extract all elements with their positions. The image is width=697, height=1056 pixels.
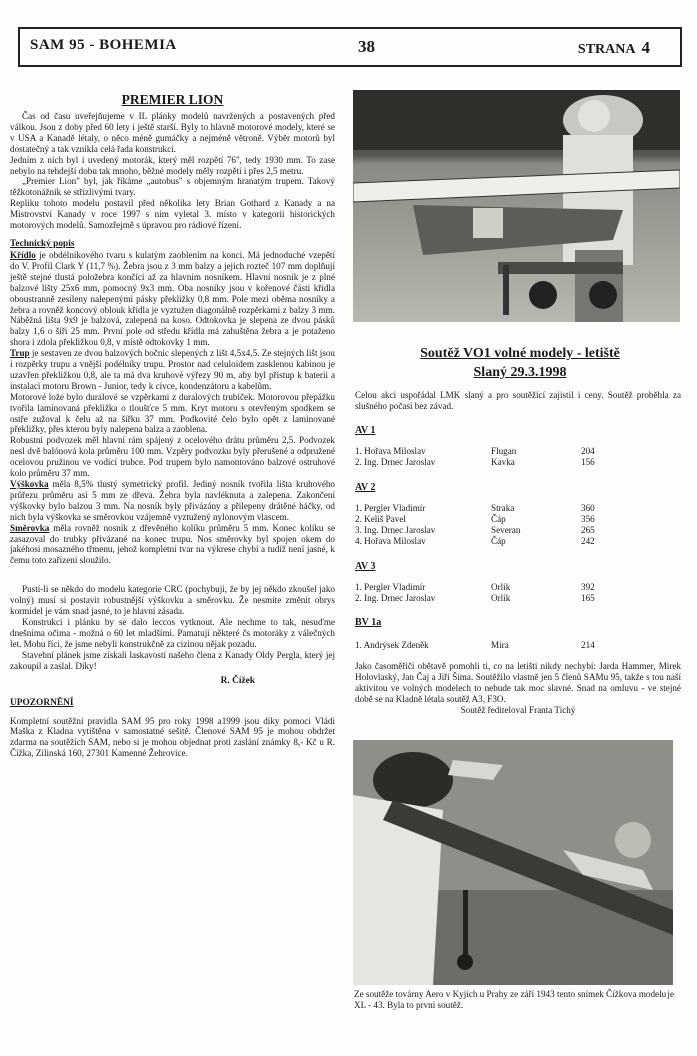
tech-paragraph-rudder bbox=[10, 523, 335, 567]
results-table-av3 bbox=[355, 582, 621, 604]
tech-paragraph-undercarriage: Robustní podvozek měl hlavní rám spájený z ocelového drátu průměru 2,5. Podvozek nesl dvě balónová kola průměru 100 mm. Vzpěry podvozku byly přerušené a odpružené ocelovou pružinou ve vodicí trubce. Pod trupem bylo namontováno balzové ostruhové kolo průměru 37 mm. bbox=[10, 435, 335, 479]
table-row bbox=[355, 503, 621, 514]
model-name: Flugan bbox=[491, 446, 517, 456]
competitor-name: 2. Ing. Drnec Jaroslav bbox=[355, 457, 436, 467]
strana-number: 4 bbox=[641, 38, 650, 57]
results-table-av2 bbox=[355, 503, 621, 547]
article-intro-paragraph: „Premier Lion" byl, jak říkáme „autobus" s objemným hranatým trupem. Takový těžkotonážník se střízlivými tvary. bbox=[10, 176, 335, 198]
tech-paragraph-engine: Motorové lože bylo duralové se vzpěrkami z duralových trubiček. Motorovou přepážku tvořila laminovaná překližka o tloušťce 5 mm. Kryt motoru s otevřeným spodkem se ostře zužoval k čelu až na šířku 37 mm. Podkovité čelo bylo opět z laminované překližky, přes kterou byly nalepena balza a zaoblena. bbox=[10, 391, 335, 435]
photo-xl43-model bbox=[353, 740, 673, 985]
article-intro-paragraph: Čas od času uveřejňujeme v IL plánky modelů navržených a postavených před válkou. Jsou z doby před 60 lety i ještě starší. Byly to hlavně motorové modely, které se v USA a Kanadě létaly, o něco méně gumáčky a nejméně větroně. Výběr motorů byl dostatečný a tak vznikla celá řada konstrukcí. bbox=[10, 111, 335, 154]
keyword-wing: Křídlo bbox=[10, 249, 36, 260]
results-table-av1 bbox=[355, 446, 621, 468]
class-heading-av3: AV 3 bbox=[355, 561, 376, 572]
class-heading-bv1a: BV 1a bbox=[355, 617, 382, 628]
competition-director: Soutěž řediteloval Franta Tichý bbox=[460, 704, 576, 715]
class-heading-av1: AV 1 bbox=[355, 425, 376, 436]
table-row bbox=[355, 514, 621, 525]
model-name: Straka bbox=[491, 503, 515, 513]
competition-title bbox=[355, 344, 685, 382]
score: 360 bbox=[581, 503, 595, 513]
table-row bbox=[355, 640, 621, 651]
article-signature: R. Čížek bbox=[220, 675, 255, 686]
caption-pull-word: je bbox=[667, 989, 674, 999]
competition-outro bbox=[355, 661, 681, 716]
tech-paragraph-fuselage bbox=[10, 348, 335, 392]
tech-text: měla rovněž nosník z dřevěného kolíku průměru 5 mm. Konec kolíku se zasazoval do trubky přivázané na konec trupu. Nos směrovky byl spojen okem do jakéhosi mosazného třmenu, jehož kompletní tvar na výkrese chybí a tudíž není jasné, k čemu toto zařízení sloužilo. bbox=[10, 522, 335, 566]
competitor-name: 2. Ing. Drnec Jaroslav bbox=[355, 593, 436, 603]
notice-heading: UPOZORNĚNÍ bbox=[10, 697, 74, 708]
article-title: PREMIER LION bbox=[121, 92, 224, 107]
closing-paragraph: Konstrukci i plánku by se dalo leccos vytknout. Ale nechme to tak, nesuďme dnešníma očima - možná o 60 let mladšími. Pamatují některé čs motoráky z válečných let. Mohu říci, že jsme nebyli konstrukčně za cizinou nějak pozadu. bbox=[10, 616, 335, 649]
photo-premier-lion bbox=[353, 90, 680, 322]
page-number: 38 bbox=[358, 37, 375, 56]
strana-label bbox=[578, 38, 650, 58]
article-intro-paragraph: Jedním z nich byl i uvedený motorák, který měl rozpětí 76", tedy 1930 mm. To zase nebylo na tehdejší dobu tak mnoho, běžné modely měly rozpětí i přes 2,5 metru. bbox=[10, 154, 335, 176]
photo-premier-lion-graphic bbox=[353, 90, 680, 322]
keyword-fuselage: Trup bbox=[10, 348, 30, 359]
article-intro-paragraph: Repliku tohoto modelu postavil před několika lety Brian Gothard z Kanady a na Mistrovství Kanady v roce 1997 s ním vyletal 3. místo v kategorii historických motorových modelů. Samozřejmě s úpravou pro rádiové řízení. bbox=[10, 198, 335, 231]
score: 356 bbox=[581, 514, 595, 524]
tech-text: měla 8,5% tlustý symetrický profil. Jediný nosník tvořila lišta kruhového průřezu průměru asi 5 mm ze dřeva. Žebra byla navléknuta a zalepena. Zakončení výškovky bylo balzou 3 mm. Na nosník byly přivázány a přilepeny drátěné háčky, od nich byla výškovka se směrovkou vzájemně vyztužený nylonovým vlascem. bbox=[10, 479, 335, 522]
tech-heading: Technický popis bbox=[10, 238, 75, 249]
model-name: Čáp bbox=[491, 536, 506, 546]
table-row bbox=[355, 525, 621, 536]
table-row bbox=[355, 536, 621, 547]
score: 204 bbox=[581, 446, 595, 456]
score: 265 bbox=[581, 525, 595, 535]
competitor-name: 2. Keliš Pavel bbox=[355, 514, 406, 524]
competitor-name: 1. Pergler Vladimír bbox=[355, 503, 426, 513]
table-row bbox=[355, 446, 621, 457]
competition-intro: Celou akci uspořádal LMK slaný a pro soutěžící zajistil i ceny. Soutěž proběhla za slušného počasí bez závad. bbox=[355, 390, 681, 411]
model-name: Orlík bbox=[491, 593, 511, 603]
competition-title-line2: Slaný 29.3.1998 bbox=[473, 365, 567, 380]
photo-xl43-graphic bbox=[353, 740, 673, 985]
article-column bbox=[10, 92, 335, 759]
page-header bbox=[18, 27, 682, 67]
model-name: Míra bbox=[491, 640, 509, 650]
tech-text: je sestaven ze dvou balzových bočnic slepených z lišt 4,5x4,5. Ze stejných lišt jsou i rozpěrky trupu a vnější podélníky trupu. Prostor nad celuloidem zasklenou kabinou je uzavřen překližkou 0,8, ale ta má dva kruhové výřezy 90 m, aby byl přístup k baterii a instalaci motoru Brown - Junior, tedy k cívce, kondenzátoru a kabelům. bbox=[10, 348, 335, 391]
photo-caption bbox=[354, 989, 674, 1011]
closing-paragraph: Stavební plánek jsme získali laskavostí našeho člena z Kanady Oldy Pergla, který jej zakoupil a zaslal. Díky! bbox=[10, 649, 335, 671]
score: 392 bbox=[581, 582, 595, 592]
model-name: Kavka bbox=[491, 457, 515, 467]
competitor-name: 4. Hořava Miloslav bbox=[355, 536, 426, 546]
competitor-name: 1. Andrýsek Zdeněk bbox=[355, 640, 429, 650]
score: 242 bbox=[581, 536, 595, 546]
table-row bbox=[355, 582, 621, 593]
tech-paragraph-stabilizer bbox=[10, 479, 335, 523]
competitor-name: 1. Pergler Vladimír bbox=[355, 582, 426, 592]
caption-text: Ze soutěže továrny Aero v Kyjích u Prahy ze září 1943 tento snímek Čížkova modelu XL - 43. Byla to první soutěž. bbox=[354, 989, 667, 1010]
keyword-stabilizer: Výškovka bbox=[10, 479, 49, 489]
competitor-name: 3. Ing. Drnec Jaroslav bbox=[355, 525, 436, 535]
competitor-name: 1. Hořava Miloslav bbox=[355, 446, 426, 456]
table-row bbox=[355, 593, 621, 604]
competition-outro-text: Jako časoměřiči obětavě pomohli ti, co na letišti nikdy nechybí: Jarda Hammer, Mirek Holovlaský, Jan Čaj a Jiří Šíma. Soutěžilo vlastně jen 5 členů SAMu 95, takže s tou naší aktivitou ve volných modelech to nebude tak moc slavné. Snad na omluvu - ve stejné době se na Kladně létala soutěž A3, F3O. bbox=[355, 661, 681, 704]
score: 214 bbox=[581, 640, 595, 650]
magazine-title: SAM 95 - BOHEMIA bbox=[30, 37, 177, 53]
tech-text: je obdélníkového tvaru s kulatým zaoblením na konci. Má jednoduché vzepětí do V. Profil Clark Y (11,7 %). Žebra jsou z 3 mm balzy a jejich rozteč 107 mm doplňují ještě stejné tlustá položebra končící až za hlavním nosníkem. Hlavní nosník je z plné balzové lišty 25x6 mm, pomocný 9x3 mm. Oba nosníky jsou v kořenové části křídla oboustranně zesíleny nalepenými pásky překližky 0,8 mm. Pole mezi oběma nosníky a žebra a rovněž koncový oblouk křídla je vyztužen diagonálně rozpěrkami z balzy 3 mm. Náběžná lišta 9x9 je balzová, zalepená na koso. Odtokovka je slepena ze dvou pásků balzy 1,6 o šíři 25 mm. První pole od středu křídla má zahuštěna žebra a je potaženo shora i zdola překližkou 0,8, v místě odtokovky 1 mm. bbox=[10, 249, 335, 348]
score: 156 bbox=[581, 457, 595, 467]
model-name: Severan bbox=[491, 525, 521, 535]
score: 165 bbox=[581, 593, 595, 603]
class-heading-av2: AV 2 bbox=[355, 482, 376, 493]
model-name: Orlík bbox=[491, 582, 511, 592]
keyword-rudder: Směrovka bbox=[10, 522, 50, 533]
results-table-bv1a bbox=[355, 640, 621, 651]
notice-text: Kompletní soutěžní pravidla SAM 95 pro roky 1998 a1999 jsou díky pomoci Vládi Maška z Kladna vytištěna v samostatné sešitě. Členové SAM 95 je mohou obdržet zdarma na soutěžích SAM, nebo si je mohou objednat proti zaslání známky 8,- Kč u R. Čížka, Zilinská 160, 27301 Kamenné Žehrovice. bbox=[10, 715, 335, 759]
model-name: Čáp bbox=[491, 514, 506, 524]
competition-title-line1: Soutěž VO1 volné modely - letiště bbox=[420, 346, 620, 361]
strana-text: STRANA bbox=[577, 42, 636, 57]
tech-paragraph-wing bbox=[10, 250, 335, 348]
table-row bbox=[355, 457, 621, 468]
closing-paragraph: Pustí-li se někdo do modelu kategorie CRC (pochybuji, že by jej někdo zkoušel jako volný) musí si postavit robustnější výškovku a směrovku. Že nesmíte změnit obrys kormidel je vám snad jasné, to je hlavní zásada. bbox=[10, 584, 335, 617]
